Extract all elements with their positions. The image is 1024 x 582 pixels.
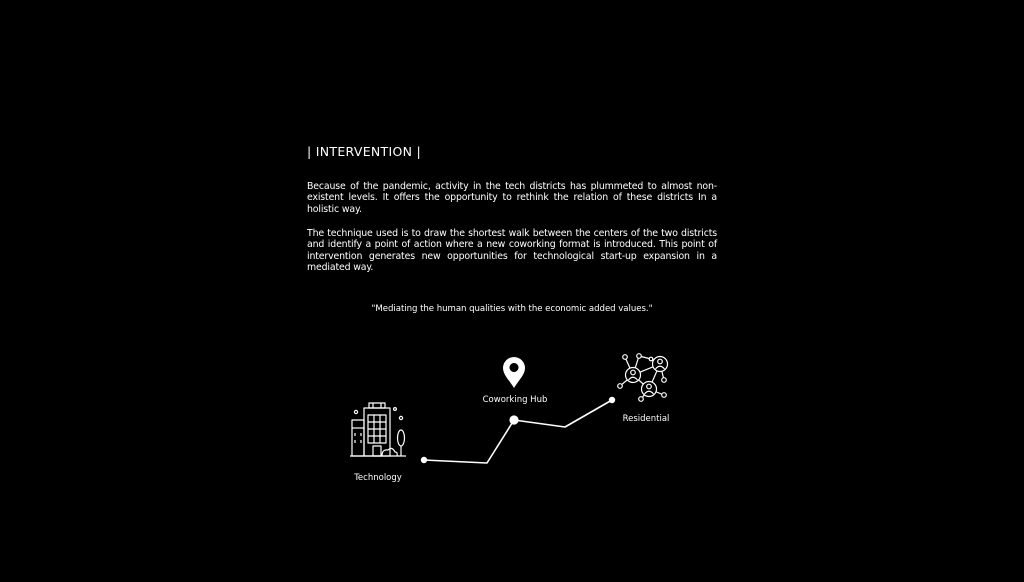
people-network-icon <box>618 354 668 402</box>
location-pin-icon <box>503 357 525 388</box>
section-heading: | INTERVENTION | <box>307 144 422 159</box>
technology-node <box>421 457 427 463</box>
technology-label: Technology <box>354 473 402 483</box>
coworking-node <box>509 415 518 424</box>
technique-paragraph: The technique used is to draw the shortest walk between the centers of the two districts and identify a point of action where a new coworking format is introduced. This point of intervention generates new opportunities for technological start-up expansion in a mediated way. <box>307 228 717 274</box>
coworking-hub-label: Coworking Hub <box>482 395 548 405</box>
office-building-icon <box>350 403 406 456</box>
walk-path <box>424 400 612 463</box>
residential-label: Residential <box>622 414 670 424</box>
intro-paragraph: Because of the pandemic, activity in the tech districts has plummeted to almost non-existent levels. It offers the opportunity to rethink the relation of these districts In a holistic way. <box>307 181 717 215</box>
residential-node <box>609 397 615 403</box>
quote-text-inner: "Mediating the human qualities with the economic added values." <box>371 304 653 314</box>
